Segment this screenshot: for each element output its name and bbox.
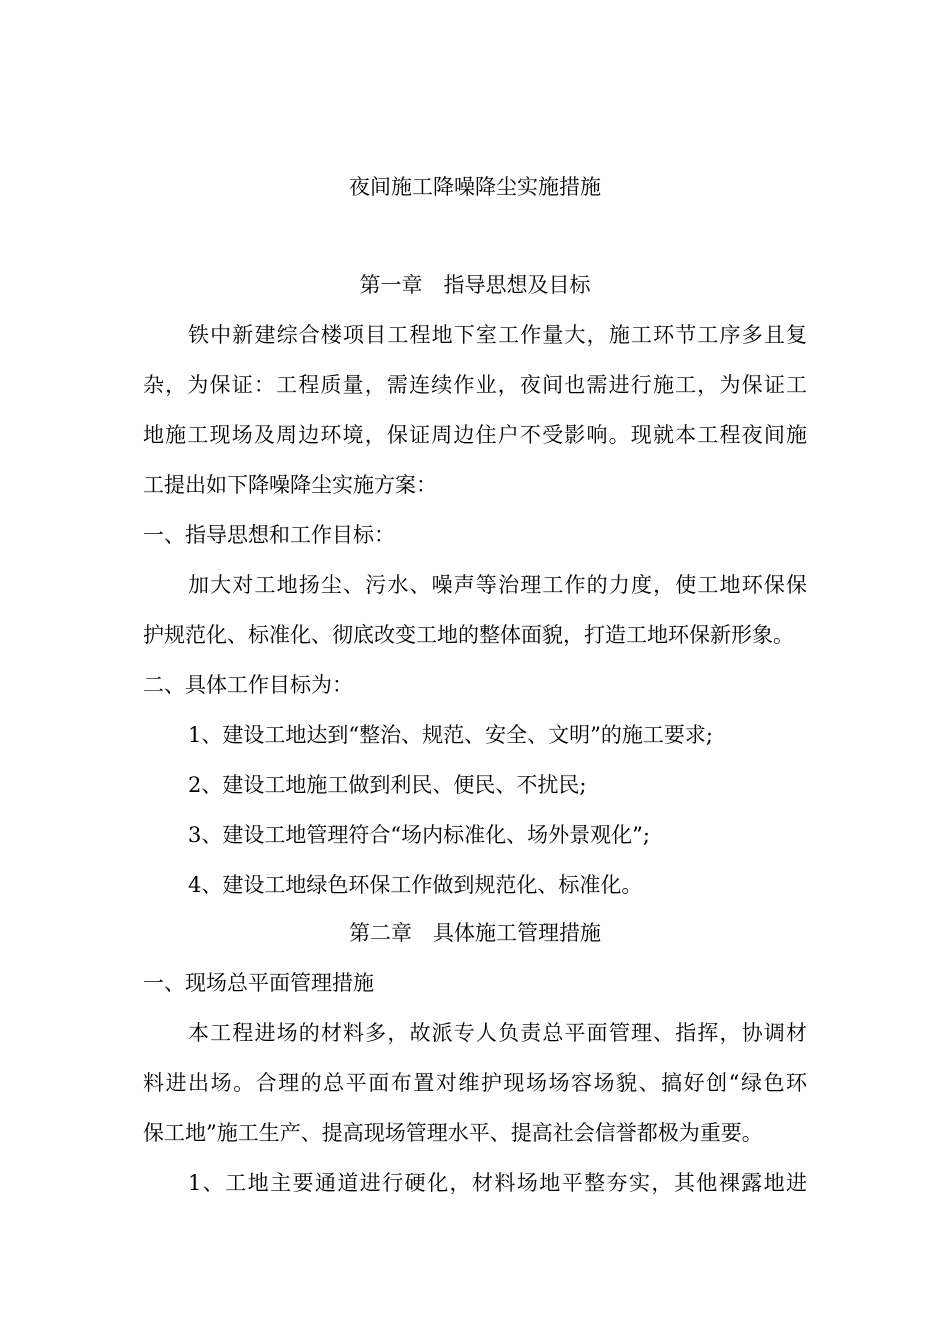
list-item: 1、建设工地达到“整治、规范、安全、文明”的施工要求; (188, 723, 713, 747)
list-item: 4、建设工地绿色环保工作做到规范化、标准化。 (188, 873, 643, 897)
chapter-2-heading: 第二章 具体施工管理措施 (349, 921, 601, 945)
chapter-1-heading: 第一章 指导思想及目标 (359, 273, 591, 297)
section-heading: 一、指导思想和工作目标： (143, 523, 395, 547)
list-item: 2、建设工地施工做到利民、便民、不扰民; (188, 773, 587, 797)
paragraph-line: 铁中新建综合楼项目工程地下室工作量大，施工环节工序多且复 (188, 323, 807, 347)
paragraph-line: 本工程进场的材料多，故派专人负责总平面管理、指挥，协调材 (188, 1021, 807, 1045)
paragraph-line: 地施工现场及周边环境，保证周边住户不受影响。现就本工程夜间施 (143, 423, 807, 447)
document-title: 夜间施工降噪降尘实施措施 (349, 175, 601, 199)
paragraph-line: 加大对工地扬尘、污水、噪声等治理工作的力度，使工地环保保 (188, 573, 807, 597)
paragraph-line: 杂，为保证：工程质量，需连续作业，夜间也需进行施工，为保证工 (143, 373, 807, 397)
paragraph-line: 1、工地主要通道进行硬化，材料场地平整夯实，其他裸露地进 (188, 1171, 807, 1195)
list-item: 3、建设工地管理符合“场内标准化、场外景观化”; (188, 823, 650, 847)
section-heading: 一、现场总平面管理措施 (143, 971, 374, 995)
paragraph-line: 护规范化、标准化、彻底改变工地的整体面貌，打造工地环保新形象。 (143, 623, 794, 647)
paragraph-line: 保工地”施工生产、提高现场管理水平、提高社会信誉都极为重要。 (143, 1121, 763, 1145)
paragraph-line: 工提出如下降噪降尘实施方案： (143, 473, 437, 497)
section-heading: 二、具体工作目标为： (143, 673, 353, 697)
paragraph-line: 料进出场。合理的总平面布置对维护现场场容场貌、搞好创“绿色环 (143, 1071, 807, 1095)
